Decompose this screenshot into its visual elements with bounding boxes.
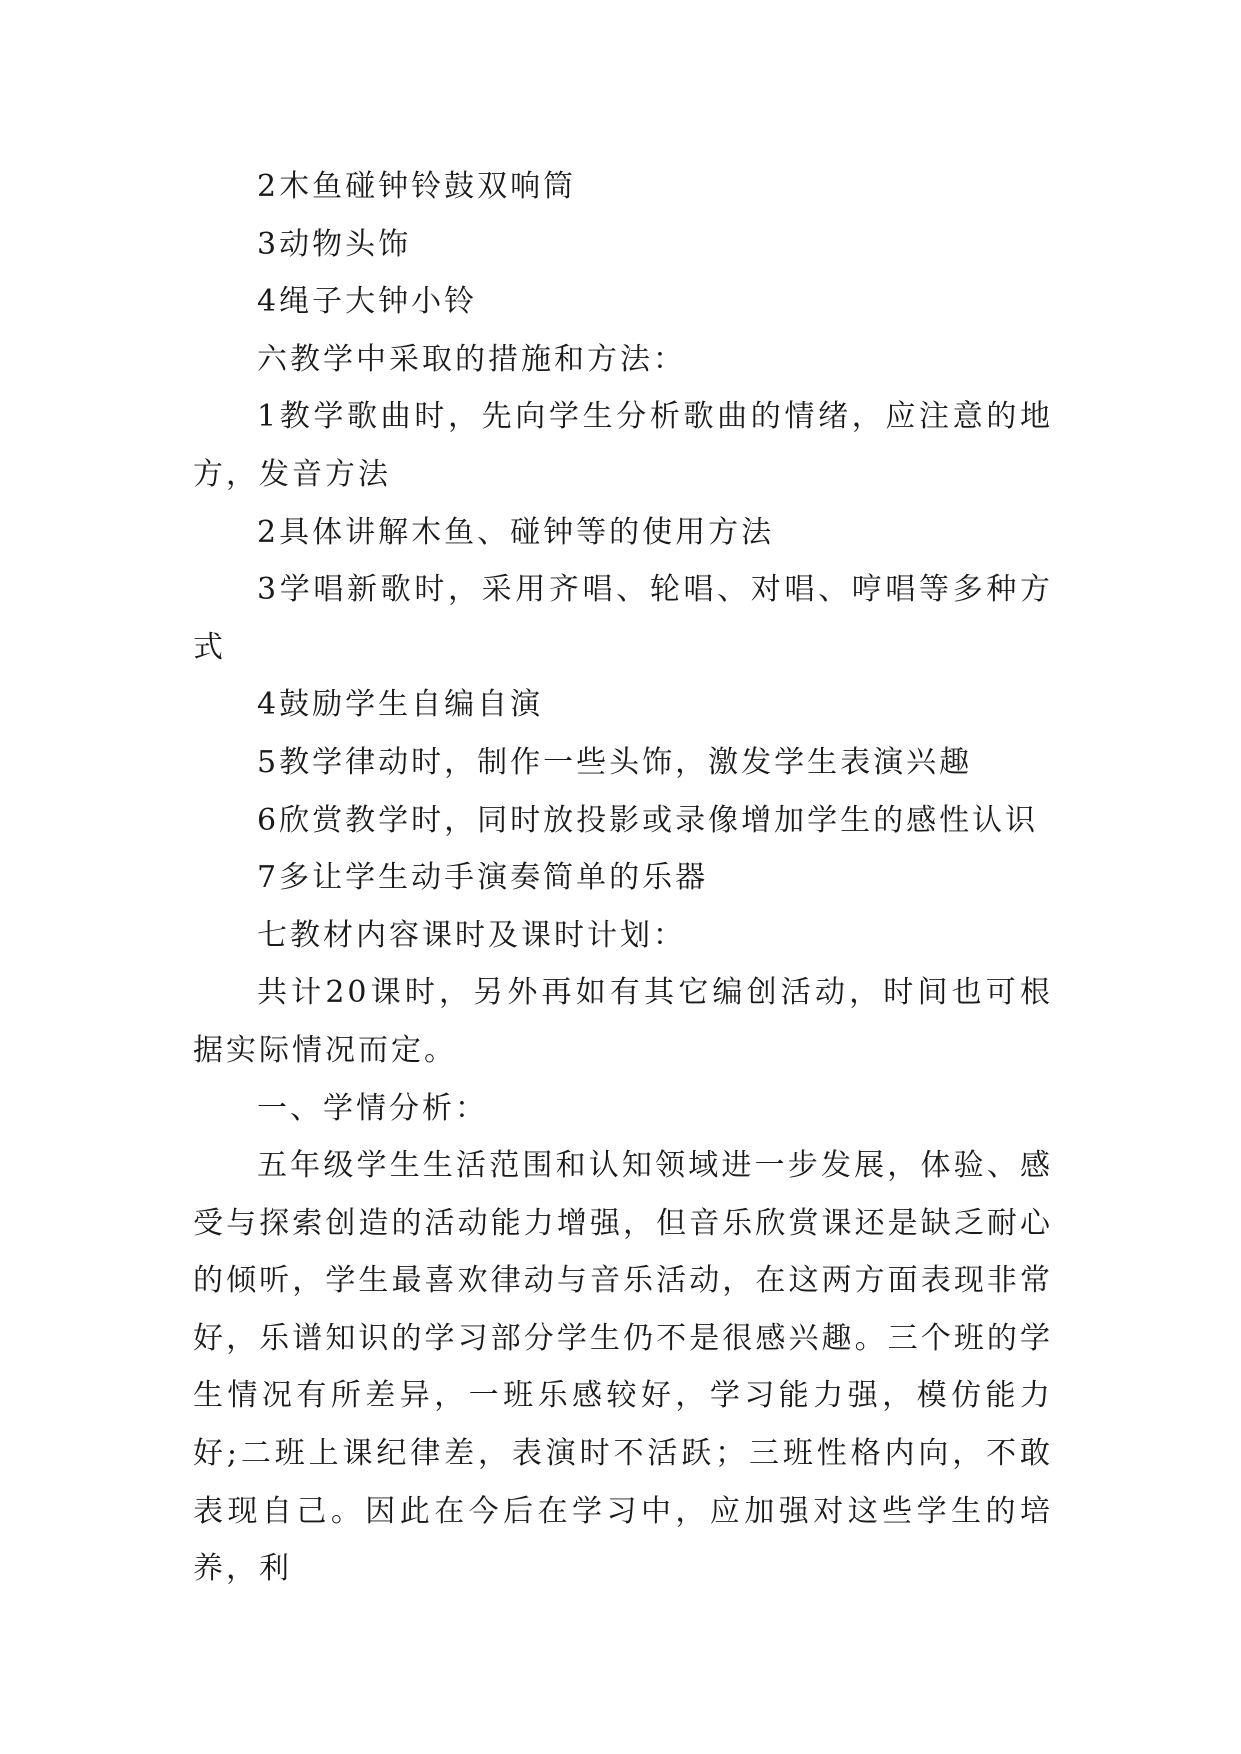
- section-heading-seven: 七教材内容课时及课时计划：: [257, 917, 686, 953]
- section-heading-student-analysis: 一、学情分析：: [257, 1090, 488, 1126]
- paragraph-method-4: 4鼓励学生自编自演: [257, 687, 544, 723]
- paragraph-student-analysis: 五年级学生生活范围和认知领域进一步发展，体验、感受与探索创造的活动能力增强，但音乐欣赏课还是缺乏耐心的倾听，学生最喜欢律动与音乐活动，在这两方面表现非常好，乐谱知识的学习部分学生仍不是很感兴趣。三个班的学生情况有所差异，一班乐感较好，学习能力强，模仿能力好;二班上课纪律差，表演时不活跃；三班性格内向，不敢表现自己。因此在今后在学习中，应加强对这些学生的培养，利: [193, 1148, 1053, 1587]
- paragraph-method-6: 6欣赏教学时，同时放投影或录像增加学生的感性认识: [257, 802, 1039, 838]
- section-heading-six: 六教学中采取的措施和方法：: [257, 341, 686, 377]
- paragraph-method-5: 5教学律动时，制作一些头饰，激发学生表演兴趣: [257, 744, 973, 780]
- document-body: [193, 158, 1053, 1598]
- paragraph-item-list-4: 4绳子大钟小铃: [257, 284, 478, 320]
- paragraph-method-1: 1教学歌曲时，先向学生分析歌曲的情绪，应注意的地方，发音方法: [193, 399, 1053, 492]
- paragraph-item-list-2: 2木鱼碰钟铃鼓双响筒: [257, 169, 577, 204]
- paragraph-method-7: 7多让学生动手演奏简单的乐器: [257, 860, 709, 896]
- paragraph-item-list-3: 3动物头饰: [257, 226, 412, 262]
- paragraph-total-hours: 共计20课时，另外再如有其它编创活动，时间也可根据实际情况而定。: [193, 975, 1053, 1068]
- paragraph-method-3: 3学唱新歌时，采用齐唱、轮唱、对唱、哼唱等多种方式: [193, 572, 1053, 665]
- paragraph-method-2: 2具体讲解木鱼、碰钟等的使用方法: [257, 514, 775, 550]
